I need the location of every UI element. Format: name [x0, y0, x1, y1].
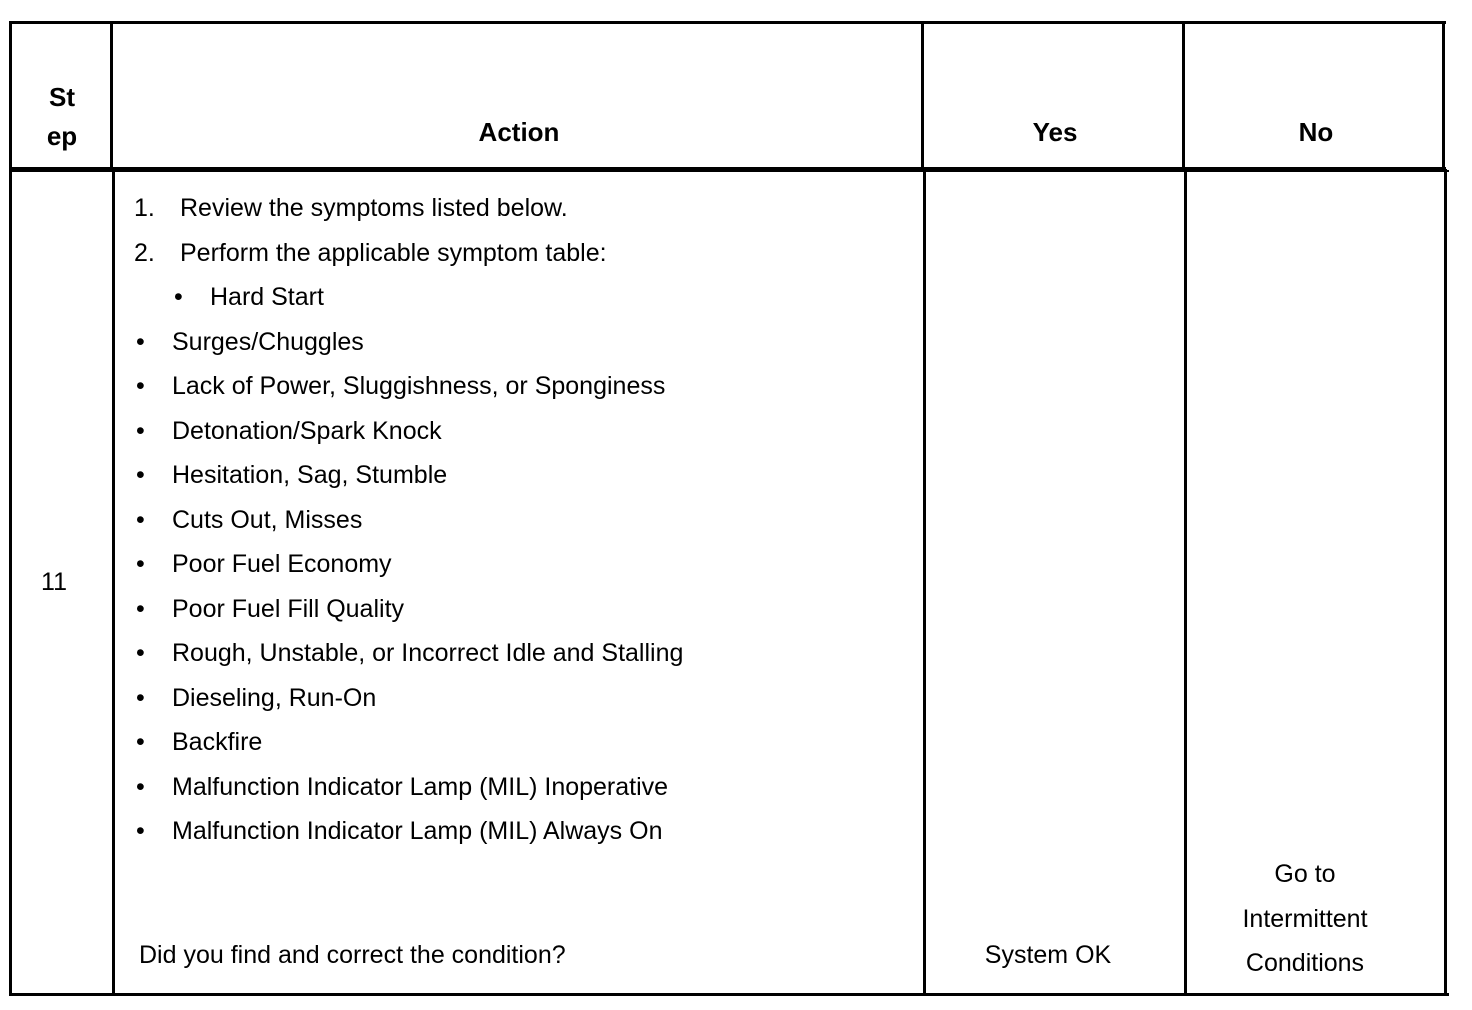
bullet-icon: • — [136, 550, 145, 578]
no-result-line: Conditions — [1245, 949, 1365, 977]
list-item-text: Hesitation, Sag, Stumble — [172, 461, 448, 489]
step-number: 11 — [41, 568, 67, 596]
right-border-body — [1444, 169, 1447, 996]
list-item-text: Poor Fuel Fill Quality — [172, 594, 405, 623]
list-number: 2. — [134, 238, 155, 267]
no-result-line: Go to — [1274, 860, 1336, 888]
yes-result: System OK — [984, 941, 1112, 969]
table-top-border — [9, 21, 1446, 24]
table-bottom-border — [9, 993, 1449, 996]
bullet-icon: • — [174, 283, 183, 311]
header-step-line1: St — [49, 82, 75, 112]
list-item-text: Rough, Unstable, or Incorrect Idle and Stalling — [172, 639, 684, 667]
list-item-text: Cuts Out, Misses — [172, 505, 363, 534]
list-item-text: Backfire — [172, 728, 263, 756]
header-bottom-border-2 — [9, 170, 1449, 172]
bullet-icon: • — [136, 327, 145, 356]
list-item-text: Review the symptoms listed below. — [180, 194, 568, 222]
bullet-icon: • — [136, 683, 145, 712]
list-item-text: Malfunction Indicator Lamp (MIL) Inoperative — [172, 772, 669, 801]
no-result-line: Intermittent — [1242, 904, 1368, 933]
bullet-icon: • — [136, 372, 145, 400]
list-item-text: Detonation/Spark Knock — [172, 416, 442, 445]
bullet-icon: • — [136, 772, 145, 801]
list-item-text: Surges/Chuggles — [172, 327, 364, 356]
step-action-divider-body — [112, 169, 115, 996]
list-item-text: Hard Start — [210, 283, 324, 311]
bullet-icon: • — [136, 639, 145, 667]
no-result — [1186, 852, 1424, 986]
header-step-line2: ep — [46, 121, 78, 151]
list-item-text: Lack of Power, Sluggishness, or Sponginess — [172, 372, 666, 400]
bullet-icon: • — [136, 461, 145, 489]
action-yes-divider-body — [923, 169, 926, 996]
header-yes: Yes — [1032, 117, 1078, 147]
bullet-icon: • — [136, 817, 145, 845]
list-item-text: Poor Fuel Economy — [172, 550, 392, 578]
bullet-icon: • — [136, 594, 145, 623]
action-question: Did you find and correct the condition? — [139, 941, 566, 969]
list-item-text: Perform the applicable symptom table: — [180, 238, 607, 267]
list-item-text: Malfunction Indicator Lamp (MIL) Always On — [172, 817, 663, 845]
header-no: No — [1298, 117, 1334, 147]
bullet-icon: • — [136, 416, 145, 445]
bullet-icon: • — [136, 505, 145, 534]
header-action: Action — [478, 117, 560, 147]
header-step — [12, 78, 112, 156]
list-number: 1. — [134, 194, 155, 222]
left-border — [9, 21, 12, 996]
bullet-icon: • — [136, 728, 145, 756]
list-item-text: Dieseling, Run-On — [172, 683, 377, 712]
